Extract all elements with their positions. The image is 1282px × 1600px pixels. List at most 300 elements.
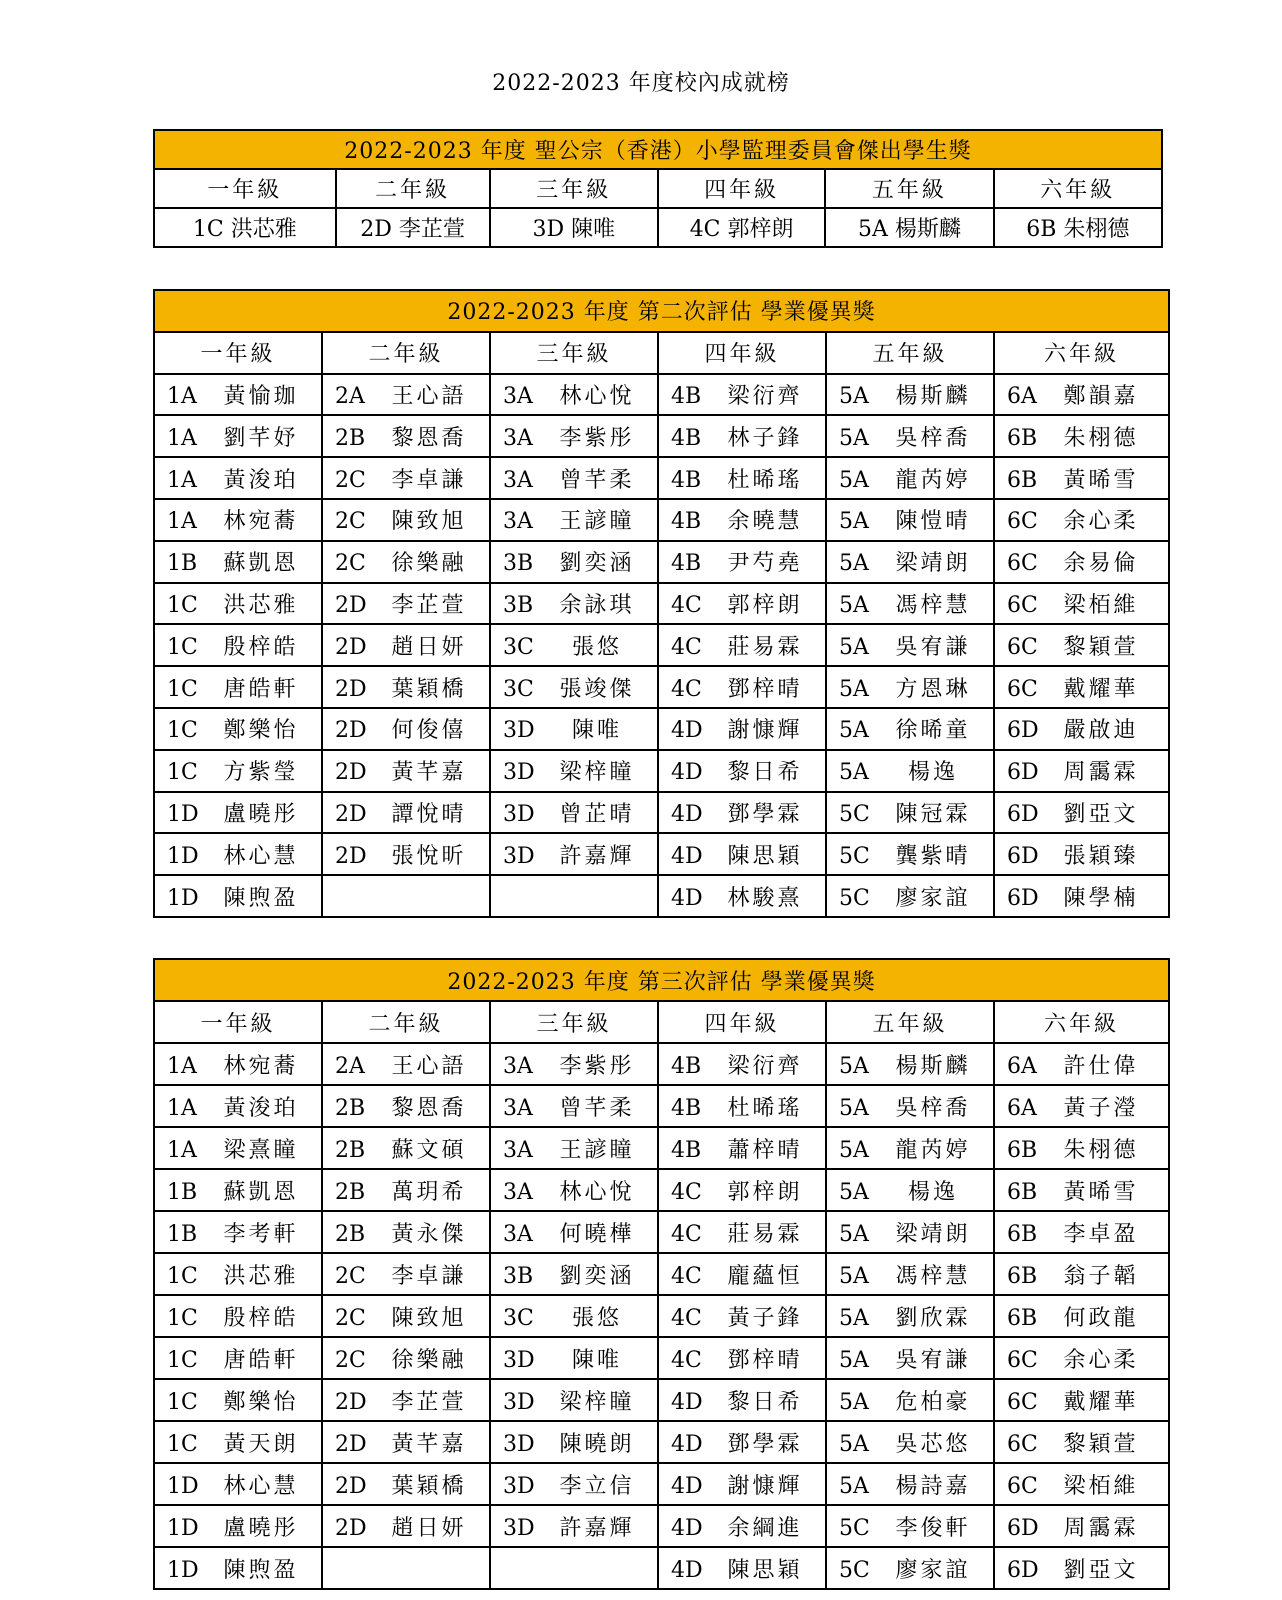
student-name: 林心慧 [223, 1473, 299, 1499]
student-cell [658, 624, 826, 666]
class-code: 1C [167, 1263, 198, 1289]
student-cell [826, 1253, 994, 1295]
student-name: 梁栢維 [1063, 1473, 1139, 1499]
student-cell [322, 1211, 490, 1253]
class-code: 3B [503, 592, 534, 618]
student-cell [826, 583, 994, 625]
class-code: 6D [1007, 801, 1039, 827]
winner-cell: 1C 洪芯雅 [154, 208, 336, 247]
student-name: 曾芷晴 [559, 801, 635, 827]
student-name: 李卓謙 [391, 467, 467, 493]
student-name: 盧曉彤 [223, 801, 299, 827]
table-row [154, 750, 1169, 792]
student-name: 危柏豪 [895, 1389, 971, 1415]
table-row [154, 792, 1169, 834]
student-name: 楊詩嘉 [895, 1473, 971, 1499]
class-code: 1C [167, 1389, 198, 1415]
class-code: 4B [671, 1137, 702, 1163]
grade-header: 六年級 [994, 1001, 1169, 1043]
class-code: 1C [167, 1305, 198, 1331]
class-code: 2B [335, 1179, 366, 1205]
student-name: 何政龍 [1063, 1305, 1139, 1331]
student-name: 李芷萱 [391, 1389, 467, 1415]
student-name: 盧曉彤 [223, 1515, 299, 1541]
student-cell [658, 1253, 826, 1295]
student-name: 翁子韜 [1063, 1263, 1139, 1289]
student-name: 林駿熹 [727, 885, 803, 911]
student-cell [994, 1337, 1169, 1379]
student-name: 李俊軒 [895, 1515, 971, 1541]
student-cell [490, 1463, 658, 1505]
class-code: 6C [1007, 634, 1038, 660]
class-code: 4B [671, 551, 702, 577]
class-code: 1A [167, 467, 197, 493]
student-name: 梁梓瞳 [559, 1389, 635, 1415]
class-code: 6C [1007, 592, 1038, 618]
student-cell [658, 541, 826, 583]
table-row [154, 1463, 1169, 1505]
student-name: 余曉慧 [727, 509, 803, 535]
student-cell [658, 1211, 826, 1253]
student-name: 梁衍齊 [727, 383, 803, 409]
student-cell [826, 1379, 994, 1421]
student-name: 劉奕涵 [559, 1263, 635, 1289]
student-name: 劉奕涵 [559, 551, 635, 577]
student-name: 黃子瀅 [1063, 1095, 1139, 1121]
grade-header: 三年級 [490, 1001, 658, 1043]
class-code: 3C [503, 676, 534, 702]
class-code: 4B [671, 383, 702, 409]
student-cell [826, 750, 994, 792]
class-code: 5A [839, 1473, 869, 1499]
student-cell [994, 415, 1169, 457]
student-name: 吳梓喬 [895, 425, 971, 451]
class-code: 6A [1007, 1095, 1037, 1121]
class-code: 5A [839, 425, 869, 451]
student-cell [658, 374, 826, 416]
class-code: 6B [1007, 425, 1038, 451]
student-name: 朱栩德 [1063, 1137, 1139, 1163]
student-cell [994, 1085, 1169, 1127]
student-cell [826, 1043, 994, 1085]
student-cell [154, 624, 322, 666]
student-cell [154, 499, 322, 541]
class-code: 5A [839, 1137, 869, 1163]
student-name: 黃浚珀 [223, 1095, 299, 1121]
student-name: 梁衍齊 [727, 1053, 803, 1079]
student-cell [826, 624, 994, 666]
student-name: 黎穎萱 [1063, 1431, 1139, 1457]
class-code: 5A [839, 1263, 869, 1289]
class-code: 4C [671, 676, 702, 702]
class-code: 4B [671, 509, 702, 535]
class-code: 5A [839, 1221, 869, 1247]
class-code: 3D [503, 1431, 535, 1457]
student-name: 黃天朗 [223, 1431, 299, 1457]
student-cell [154, 541, 322, 583]
class-code: 1C [167, 634, 198, 660]
winner-cell: 3D 陳唯 [490, 208, 658, 247]
class-code: 2D [335, 760, 367, 786]
student-cell [322, 499, 490, 541]
student-cell [322, 1547, 490, 1589]
student-cell [658, 1043, 826, 1085]
class-code: 1B [167, 1179, 198, 1205]
class-code: 6A [1007, 1053, 1037, 1079]
class-code: 5A [839, 1179, 869, 1205]
student-cell [826, 457, 994, 499]
table-row [154, 1421, 1169, 1463]
student-name: 許嘉輝 [559, 1515, 635, 1541]
student-name: 楊逸 [907, 1179, 958, 1205]
student-cell [994, 1463, 1169, 1505]
class-code: 1A [167, 509, 197, 535]
student-name: 吳宥謙 [895, 634, 971, 660]
class-code: 3D [503, 1389, 535, 1415]
student-cell [658, 415, 826, 457]
student-cell [826, 792, 994, 834]
student-cell [658, 750, 826, 792]
class-code: 3A [503, 1179, 533, 1205]
class-code: 1C [167, 676, 198, 702]
class-code: 5A [839, 467, 869, 493]
table-row [154, 1253, 1169, 1295]
student-name: 葉穎橋 [391, 676, 467, 702]
student-name: 莊易霖 [727, 1221, 803, 1247]
student-name: 李芷萱 [391, 592, 467, 618]
student-name: 黎日希 [727, 760, 803, 786]
student-cell [658, 1463, 826, 1505]
student-cell [322, 1379, 490, 1421]
student-name: 黃晞雪 [1063, 1179, 1139, 1205]
student-cell [490, 875, 658, 917]
student-cell [322, 666, 490, 708]
class-code: 1A [167, 425, 197, 451]
student-name: 余詠琪 [559, 592, 635, 618]
student-name: 方恩琳 [895, 676, 971, 702]
class-code: 1D [167, 843, 199, 869]
student-cell [826, 1211, 994, 1253]
class-code: 2D [335, 718, 367, 744]
student-name: 殷梓皓 [223, 1305, 299, 1331]
student-cell [658, 875, 826, 917]
class-code: 3D [503, 1347, 535, 1373]
student-cell [154, 1169, 322, 1211]
table-row [154, 374, 1169, 416]
grade-header: 一年級 [154, 1001, 322, 1043]
class-code: 2D [335, 676, 367, 702]
student-cell [994, 1127, 1169, 1169]
student-name: 唐皓軒 [223, 676, 299, 702]
student-name: 嚴啟迪 [1063, 718, 1139, 744]
student-name: 劉亞文 [1063, 801, 1139, 827]
class-code: 4D [671, 801, 703, 827]
student-name: 蘇凱恩 [223, 551, 299, 577]
student-name: 尹芍堯 [727, 551, 803, 577]
class-code: 1C [167, 760, 198, 786]
class-code: 1A [167, 383, 197, 409]
student-name: 張悠 [571, 634, 622, 660]
student-cell [994, 541, 1169, 583]
student-name: 林宛蕎 [223, 1053, 299, 1079]
student-cell [154, 875, 322, 917]
student-cell [154, 1463, 322, 1505]
grade-header: 一年級 [154, 332, 322, 374]
student-name: 吳梓喬 [895, 1095, 971, 1121]
student-cell [322, 1421, 490, 1463]
student-cell [154, 1505, 322, 1547]
class-code: 6D [1007, 843, 1039, 869]
student-name: 徐晞童 [895, 718, 971, 744]
student-name: 許嘉輝 [559, 843, 635, 869]
third-assessment-award-table [153, 958, 1170, 1590]
student-cell [826, 541, 994, 583]
student-name: 張穎臻 [1063, 843, 1139, 869]
class-code: 4B [671, 467, 702, 493]
student-cell [154, 1085, 322, 1127]
student-name: 鄭樂怡 [223, 718, 299, 744]
student-cell [994, 1547, 1169, 1589]
winner-cell: 6B 朱栩德 [994, 208, 1162, 247]
student-name: 黃晞雪 [1063, 467, 1139, 493]
class-code: 2D [335, 592, 367, 618]
student-cell [658, 1505, 826, 1547]
student-cell [322, 1169, 490, 1211]
table-row [154, 583, 1169, 625]
student-cell [154, 1253, 322, 1295]
grade-header: 五年級 [826, 1001, 994, 1043]
grade-header: 六年級 [994, 169, 1162, 208]
student-cell [154, 415, 322, 457]
class-code: 2A [335, 1053, 365, 1079]
student-name: 梁熹瞳 [223, 1137, 299, 1163]
class-code: 5A [839, 1095, 869, 1121]
student-name: 黃浚珀 [223, 467, 299, 493]
student-cell [154, 1127, 322, 1169]
class-code: 4D [671, 718, 703, 744]
student-name: 李立信 [559, 1473, 635, 1499]
class-code: 3A [503, 1137, 533, 1163]
student-name: 王諺瞳 [559, 509, 635, 535]
student-name: 李卓謙 [391, 1263, 467, 1289]
student-cell [322, 374, 490, 416]
class-code: 6D [1007, 885, 1039, 911]
student-cell [490, 415, 658, 457]
student-cell [490, 457, 658, 499]
class-code: 3A [503, 383, 533, 409]
class-code: 5A [839, 1305, 869, 1331]
class-code: 5A [839, 760, 869, 786]
student-name: 龔紫晴 [895, 843, 971, 869]
class-code: 6A [1007, 383, 1037, 409]
grade-header: 四年級 [658, 332, 826, 374]
student-cell [658, 1421, 826, 1463]
student-cell [490, 1169, 658, 1211]
student-cell [490, 583, 658, 625]
class-code: 5A [839, 383, 869, 409]
student-name: 李紫彤 [559, 425, 635, 451]
student-cell [322, 1253, 490, 1295]
winner-cell: 2D 李芷萱 [336, 208, 490, 247]
class-code: 1D [167, 1515, 199, 1541]
student-name: 莊易霖 [727, 634, 803, 660]
student-name: 黃子鋒 [727, 1305, 803, 1331]
student-cell [658, 1379, 826, 1421]
class-code: 1A [167, 1137, 197, 1163]
student-cell [154, 583, 322, 625]
class-code: 6C [1007, 1389, 1038, 1415]
student-cell [154, 1043, 322, 1085]
class-code: 5A [839, 676, 869, 702]
student-cell [154, 374, 322, 416]
student-cell [994, 708, 1169, 750]
student-name: 殷梓皓 [223, 634, 299, 660]
class-code: 4C [671, 1221, 702, 1247]
class-code: 6D [1007, 1515, 1039, 1541]
student-cell [826, 833, 994, 875]
outstanding-student-award-table [153, 129, 1163, 248]
class-code: 3A [503, 1221, 533, 1247]
class-code: 1D [167, 1473, 199, 1499]
student-name: 黎恩喬 [391, 1095, 467, 1121]
student-cell [490, 750, 658, 792]
student-name: 黎穎萱 [1063, 634, 1139, 660]
student-name: 黃愉珈 [223, 383, 299, 409]
class-code: 6B [1007, 467, 1038, 493]
student-cell [322, 1505, 490, 1547]
class-code: 5C [839, 801, 870, 827]
class-code: 3A [503, 425, 533, 451]
class-code: 2C [335, 509, 366, 535]
student-name: 蕭梓晴 [727, 1137, 803, 1163]
student-cell [658, 457, 826, 499]
grade-header: 二年級 [322, 332, 490, 374]
class-code: 2D [335, 1389, 367, 1415]
student-cell [826, 1337, 994, 1379]
student-name: 張悠 [571, 1305, 622, 1331]
student-name: 陳唯 [571, 1347, 622, 1373]
student-cell [490, 792, 658, 834]
class-code: 5A [839, 1389, 869, 1415]
student-name: 陳致旭 [391, 1305, 467, 1331]
student-name: 鄧梓晴 [727, 1347, 803, 1373]
class-code: 2D [335, 843, 367, 869]
grade-header: 二年級 [336, 169, 490, 208]
student-cell [826, 666, 994, 708]
class-code: 5A [839, 1347, 869, 1373]
student-name: 洪芯雅 [223, 1263, 299, 1289]
student-name: 蘇凱恩 [223, 1179, 299, 1205]
student-name: 梁栢維 [1063, 592, 1139, 618]
student-name: 鄭樂怡 [223, 1389, 299, 1415]
winner-cell: 5A 楊斯麟 [825, 208, 993, 247]
student-cell [322, 583, 490, 625]
student-cell [490, 1253, 658, 1295]
class-code: 5C [839, 885, 870, 911]
class-code: 4D [671, 1389, 703, 1415]
student-cell [994, 875, 1169, 917]
student-cell [490, 1211, 658, 1253]
student-name: 梁靖朗 [895, 551, 971, 577]
class-code: 3D [503, 718, 535, 744]
student-cell [490, 833, 658, 875]
grade-header: 四年級 [658, 169, 825, 208]
grade-header: 三年級 [490, 332, 658, 374]
student-cell [658, 1547, 826, 1589]
table-title: 2022-2023 年度 第二次評估 學業優異獎 [154, 290, 1169, 332]
student-cell [826, 415, 994, 457]
grade-header: 五年級 [825, 169, 993, 208]
student-name: 李卓盈 [1063, 1221, 1139, 1247]
class-code: 2B [335, 1095, 366, 1121]
student-name: 馮梓慧 [895, 592, 971, 618]
student-cell [154, 1211, 322, 1253]
student-name: 楊逸 [907, 760, 958, 786]
class-code: 1B [167, 1221, 198, 1247]
student-name: 鄧學霖 [727, 801, 803, 827]
class-code: 3A [503, 509, 533, 535]
class-code: 6C [1007, 509, 1038, 535]
student-name: 廖家誼 [895, 1557, 971, 1583]
table-row [154, 1547, 1169, 1589]
student-cell [322, 1085, 490, 1127]
student-name: 黎日希 [727, 1389, 803, 1415]
class-code: 1D [167, 1557, 199, 1583]
student-cell [490, 374, 658, 416]
student-name: 戴耀華 [1063, 676, 1139, 702]
student-name: 林心悅 [559, 383, 635, 409]
student-cell [490, 1337, 658, 1379]
student-cell [490, 666, 658, 708]
student-cell [658, 1337, 826, 1379]
student-name: 黃永傑 [391, 1221, 467, 1247]
class-code: 4D [671, 843, 703, 869]
student-cell [490, 1505, 658, 1547]
class-code: 6D [1007, 760, 1039, 786]
student-name: 陳學楠 [1063, 885, 1139, 911]
student-cell [154, 750, 322, 792]
class-code: 5A [839, 1053, 869, 1079]
student-name: 徐樂融 [391, 551, 467, 577]
student-cell [322, 1463, 490, 1505]
student-cell [658, 1127, 826, 1169]
student-name: 李考軒 [223, 1221, 299, 1247]
student-cell [322, 875, 490, 917]
student-cell [826, 1421, 994, 1463]
student-cell [826, 1127, 994, 1169]
student-name: 李紫彤 [559, 1053, 635, 1079]
student-cell [490, 1085, 658, 1127]
student-cell [994, 750, 1169, 792]
class-code: 6B [1007, 1305, 1038, 1331]
class-code: 4C [671, 1179, 702, 1205]
student-cell [658, 1169, 826, 1211]
student-cell [994, 833, 1169, 875]
student-name: 梁靖朗 [895, 1221, 971, 1247]
grade-header: 二年級 [322, 1001, 490, 1043]
grade-header: 一年級 [154, 169, 336, 208]
student-cell [322, 833, 490, 875]
student-name: 杜晞瑤 [727, 1095, 803, 1121]
student-cell [154, 457, 322, 499]
student-name: 陳煦盈 [223, 885, 299, 911]
student-cell [490, 1547, 658, 1589]
class-code: 2D [335, 1431, 367, 1457]
student-cell [826, 1505, 994, 1547]
class-code: 3D [503, 843, 535, 869]
table-row [154, 1211, 1169, 1253]
student-name: 杜晞瑤 [727, 467, 803, 493]
